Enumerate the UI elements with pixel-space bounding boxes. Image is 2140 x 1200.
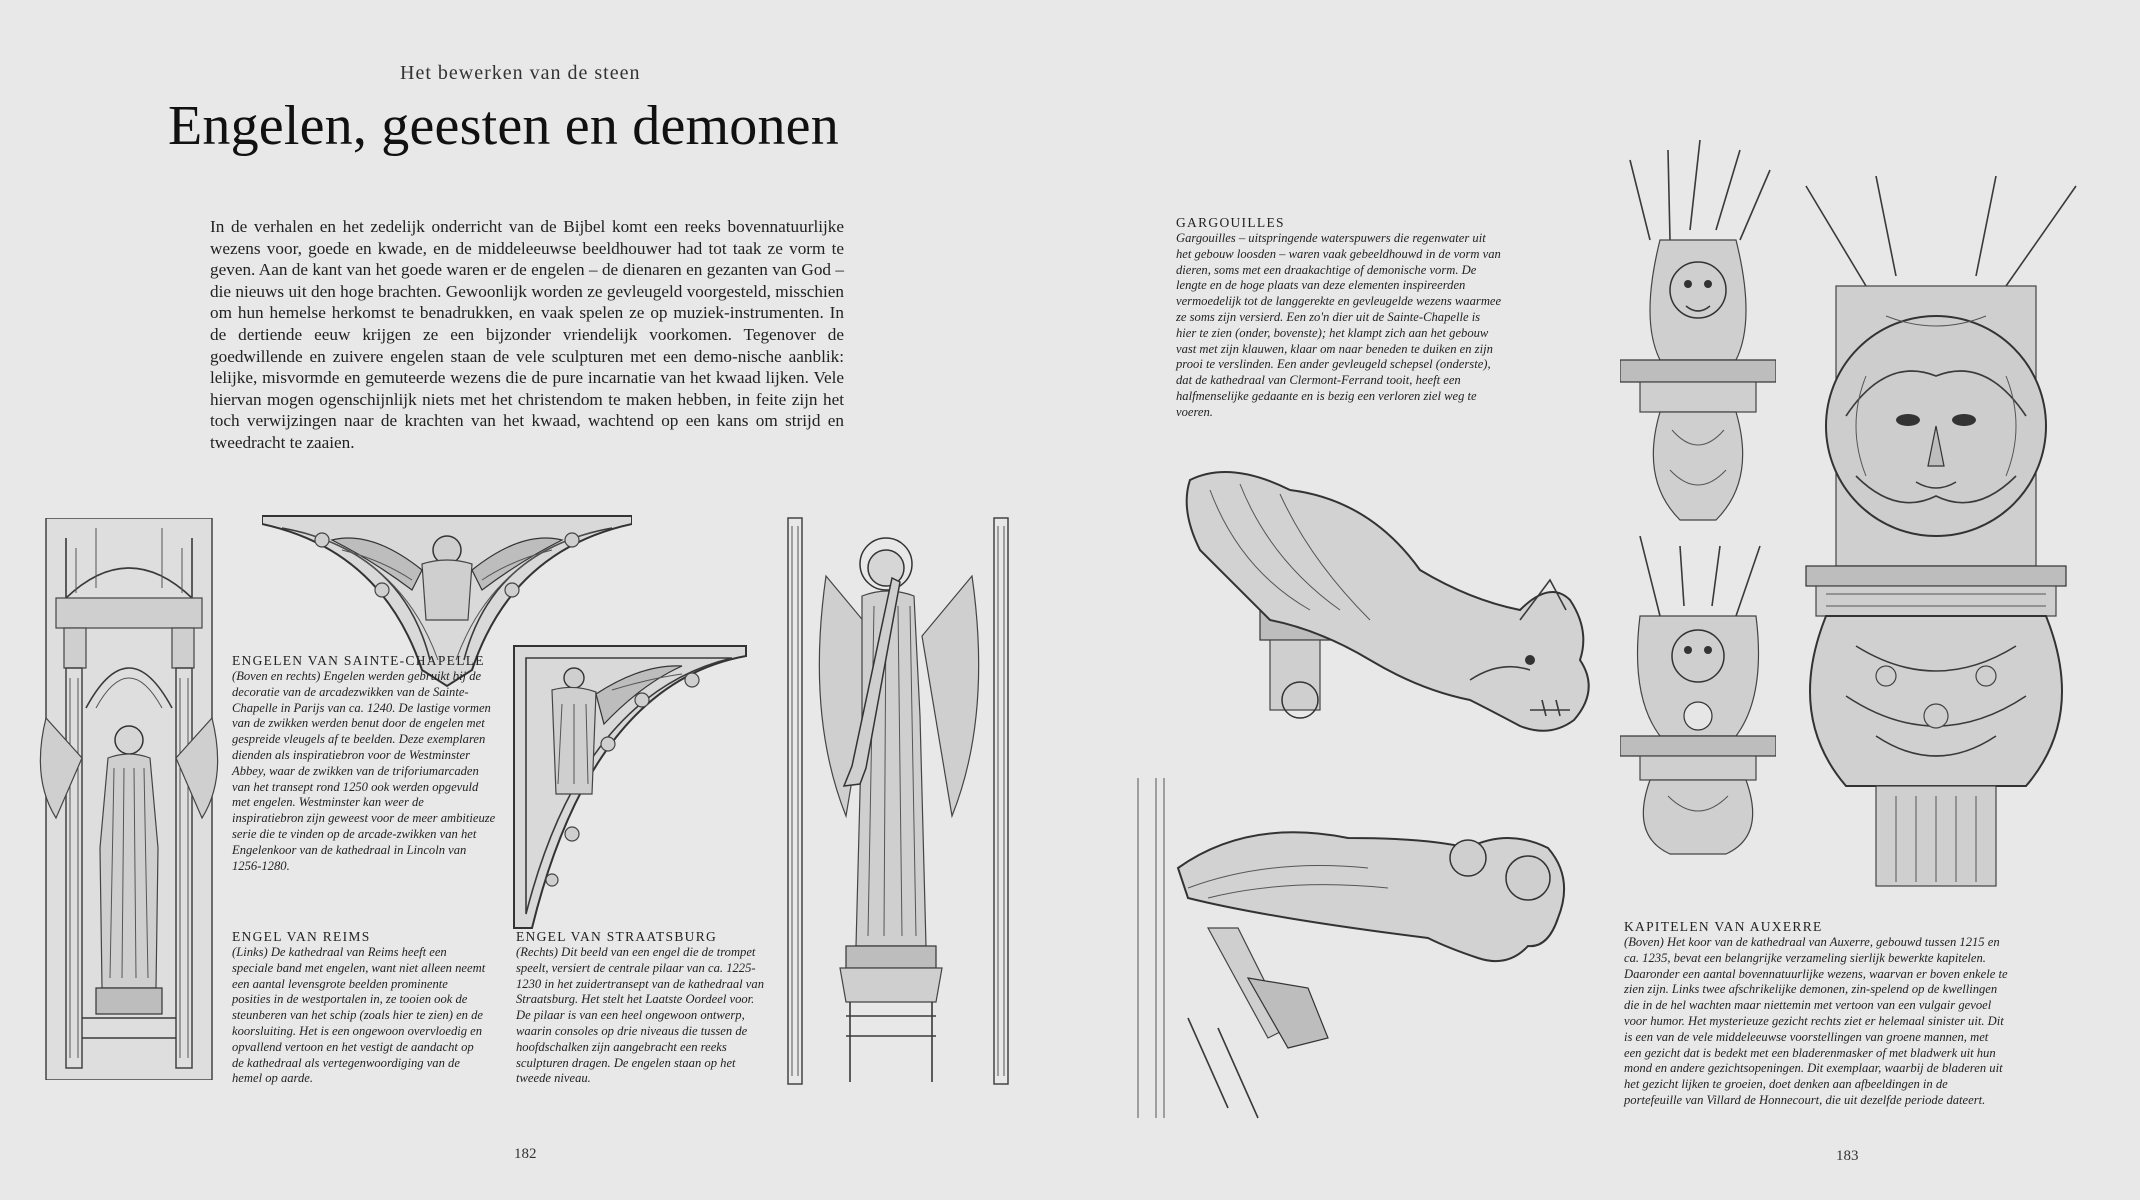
gargoyle-sainte-chapelle-illustration (1170, 460, 1606, 760)
caption-heading: KAPITELEN VAN AUXERRE (1624, 919, 1823, 934)
caption-heading: ENGEL VAN STRAATSBURG (516, 929, 718, 944)
gargoyle-clermont-illustration (1128, 778, 1574, 1130)
intro-paragraph (210, 216, 844, 454)
caption-heading: GARGOUILLES (1176, 215, 1285, 230)
caption-body: (Boven) Het koor van de kathedraal van Auxerre, gebouwd tussen 1215 en ca. 1235, bevat een belangrijke verzameling sierlijk bewerkte kapitelen. Daaronder een aantal bovennatuurlijke wezens, waarvan er boven enkele te zien zijn. Links twee afschrikelijke demonen, zin-spelend op de kwellingen die in de hel wachten maar niettemin met vertoon van een vulgair gevoel voor humor. Het mysterieuze gezicht rechts ziet er helemaal sinister uit. Dit is een van de vele middeleeuwse voorstellingen van groene mannen, met een gezicht dat is bedekt met een bladerenmasker of met bladwerk uit hun mond en andere gezichtsopeningen. Dit exemplaar, waarbij de bladeren uit het gezicht lijken te groeien, doet denken aan afbeeldingen in de portefeuille van Villard de Honnecourt, die uit dezelfde periode dateert. (1624, 935, 2008, 1107)
reims-angel-illustration (36, 518, 222, 1080)
caption-body: (Links) De kathedraal van Reims heeft een speciale band met engelen, want niet alleen neemt een aantal levensgrote beelden prominente posities in de westportalen in, ze tooien ook de steunberen van het schip (zoals hier te zien) en de koorsluiting. Het is een ongewoon overvloedig en opvallend vertoon en het vestigt de aandacht op de kathedraal als vertegenwoordiging van de hemel op aarde. (232, 945, 486, 1086)
caption-body: Gargouilles – uitspringende waterspuwers die regenwater uit het gebouw loosden – waren vaak gebeeldhouwd in de vorm van dieren, soms met een draakachtige of demonische vorm. De lengte en de hoge plaats van deze elementen inspireerden vermoedelijk tot de langgerekte en gevleugelde wezens waarmee ze soms zijn versierd. Een zo'n dier uit de Sainte-Chapelle is hier te zien (onder, bovenste); het klampt zich aan het gebouw vast met zijn klauwen, klaar om naar beneden te duiken en zijn prooi te verslinden. Een ander gevleugeld schepsel (onderste), dat de kathedraal van Clermont-Ferrand tooit, heeft een halfmenselijke gedaante en is bezig een verloren ziel weg te voeren. (1176, 231, 1502, 419)
caption-reims (232, 928, 486, 1087)
caption-gargouilles (1176, 214, 1502, 421)
caption-body: (Rechts) Dit beeld van een engel die de trompet speelt, versiert de centrale pilaar van ca. 1225-1230 in het zuidertransept van de kathedraal van Straatsburg. Het stelt het Laatste Oordeel voor. De pilaar is van een heel ongewoon ontwerp, waarin consoles op drie niveaus die tussen de hoofdschalken zijn aangebracht een reeks sculpturen dragen. De engelen staan op het tweede niveau. (516, 945, 764, 1086)
trumpet-angel-illustration (786, 516, 1012, 1086)
caption-heading: ENGELEN VAN SAINTE-CHAPELLE (232, 653, 485, 668)
spandrel-corner-angel-illustration (512, 644, 748, 930)
green-man-capital-illustration (1786, 176, 2086, 890)
section-kicker: Het bewerken van de steen (400, 62, 641, 84)
intro-text: In de verhalen en het zedelijk onderricht van de Bijbel komt een reeks bovennatuurlijke wezens voor, goede en kwade, en de middeleeuwse beeldhouwer had tot taak ze vorm te geven. Aan de kant van het goede waren er de engelen – de dienaren en gezanten van God – die nieuws uit den hoge brachten. Gewoonlijk worden ze gevleugeld voorgesteld, misschien om hun hemelse herkomst te benadrukken, en vaak spelen ze op muziek-instrumenten. In de dertiende eeuw krijgen ze een bijzonder vriendelijk voorkomen. Tegenover de goedwillende en zuivere engelen staan de vele sculpturen met een demo-nische aanblik: lelijke, misvormde en gemuteerde wezens die de pure incarnatie van het kwaad lijken. Vele hiervan mogen ogenschijnlijk niets met het christendom te maken hebben, in feite zijn het toch verwijzingen naar de krachten van het kwaad, wachtend op een kans om strijd en tweedracht te zaaien. (210, 217, 844, 452)
page-title: Engelen, geesten en demonen (168, 95, 839, 157)
caption-heading: ENGEL VAN REIMS (232, 929, 371, 944)
page-number-left: 182 (514, 1146, 537, 1162)
demon-capital-illustration (1620, 140, 1776, 530)
demon-capital-illustration (1620, 536, 1776, 856)
page-number-right: 183 (1836, 1148, 1859, 1164)
caption-auxerre (1624, 918, 2008, 1109)
caption-body: (Boven en rechts) Engelen werden gebruikt bij de decoratie van de arcadezwikken van de Sainte-Chapelle in Parijs van ca. 1240. De lastige vormen van de zwikken werden benut door de engelen met gespreide vleugels af te beelden. Deze exemplaren dienden als inspiratiebron voor de Westminster Abbey, waar de zwikken van de triforiumarcaden van het transept rond 1250 ook werden opgevuld met engelen. Westminster kan weer de inspiratiebron zijn geweest voor de meer ambitieuze serie die te vinden op de arcade-zwikken van het Engelenkoor van de kathedraal in Lincoln van 1256-1280. (232, 669, 496, 873)
caption-straatsburg (516, 928, 766, 1087)
caption-sainte-chapelle (232, 652, 498, 874)
